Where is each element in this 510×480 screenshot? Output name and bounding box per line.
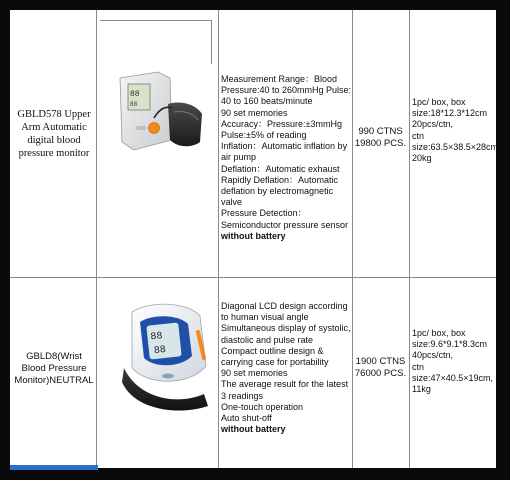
- packing-line: ctn: [412, 361, 425, 372]
- spec-item: Accuracy：Pressure:±3mmHg Pulse:±5% of reading: [221, 118, 342, 141]
- svg-text:88: 88: [130, 90, 140, 99]
- packing-line: size:47×40.5×19cm,: [412, 372, 494, 383]
- spec-item: One-touch operation: [221, 401, 304, 412]
- spec-item-battery-note: without battery: [221, 230, 286, 241]
- product-model-name: GBLD8(Wrist Blood Pressure Monitor)NEUTRAL: [14, 351, 94, 386]
- packing-line: size:9.6*9.1*8.3cm: [412, 339, 488, 350]
- svg-text:88: 88: [150, 331, 164, 344]
- packing-line: 11kg: [412, 384, 431, 395]
- packing-line: 40pcs/ctn,: [412, 350, 454, 361]
- wrist-blood-pressure-monitor-icon: [120, 302, 214, 414]
- spec-item: Auto shut-off: [221, 413, 272, 424]
- image-frame: [100, 20, 212, 21]
- row-divider: [10, 277, 496, 278]
- packing-line: size:63.5×38.5×28cm,: [412, 141, 501, 152]
- packing-line: 20kg: [412, 153, 432, 164]
- spec-item: Compact outline design & carrying case for portability: [221, 345, 329, 368]
- packing-line: 1pc/ box, box: [412, 328, 466, 338]
- product-spec-table: [10, 10, 501, 468]
- column-divider: [96, 10, 97, 468]
- packing-line: 20pcs/ctn,: [412, 119, 454, 130]
- svg-text:88: 88: [153, 344, 167, 358]
- spec-item: 90 set memories: [221, 368, 288, 379]
- spec-item: The average result for the latest 3 readings: [221, 379, 349, 401]
- packing-cell: [412, 328, 496, 395]
- svg-text:88: 88: [130, 101, 138, 108]
- spec-item-battery-note: without battery: [221, 424, 286, 435]
- upper-arm-blood-pressure-monitor-icon: [114, 68, 206, 158]
- spec-list: [221, 74, 353, 242]
- packing-line: ctn: [412, 130, 425, 141]
- spec-list: [221, 301, 353, 435]
- quantity-cell: 1900 CTNS 76000 PCS.: [354, 356, 407, 379]
- spec-item: Deflation：Automatic exhaust: [221, 163, 340, 174]
- packing-line: size:18*12.3*12cm: [412, 108, 488, 119]
- spec-item: Diagonal LCD design according to human visual angle: [221, 301, 348, 323]
- packing-line: 1pc/ box, box: [412, 97, 466, 107]
- spec-item: Rapidly Deflation：Automatic deflation by electromagnetic valve: [221, 174, 339, 208]
- spec-item: 90 set memories: [221, 107, 288, 118]
- image-frame: [211, 20, 212, 64]
- column-divider: [218, 10, 219, 468]
- column-divider: [409, 10, 410, 468]
- spec-item: Simultaneous display of systolic, diastolic and pulse rate: [221, 323, 351, 345]
- accent-bar: [10, 465, 98, 470]
- spec-item: Pressure Detection：Semiconductor pressure sensor: [221, 208, 349, 230]
- packing-cell: [412, 97, 501, 164]
- spec-item: Inflation：Automatic inflation by air pump: [221, 141, 348, 163]
- quantity-cell: 990 CTNS 19800 PCS.: [354, 126, 407, 149]
- product-model-name: GBLD578 Upper Arm Automatic digital blood pressure monitor: [17, 109, 91, 159]
- spec-item: Measurement Range：Blood Pressure:40 to 260mmHg Pulse: 40 to 160 beats/minute: [221, 74, 352, 107]
